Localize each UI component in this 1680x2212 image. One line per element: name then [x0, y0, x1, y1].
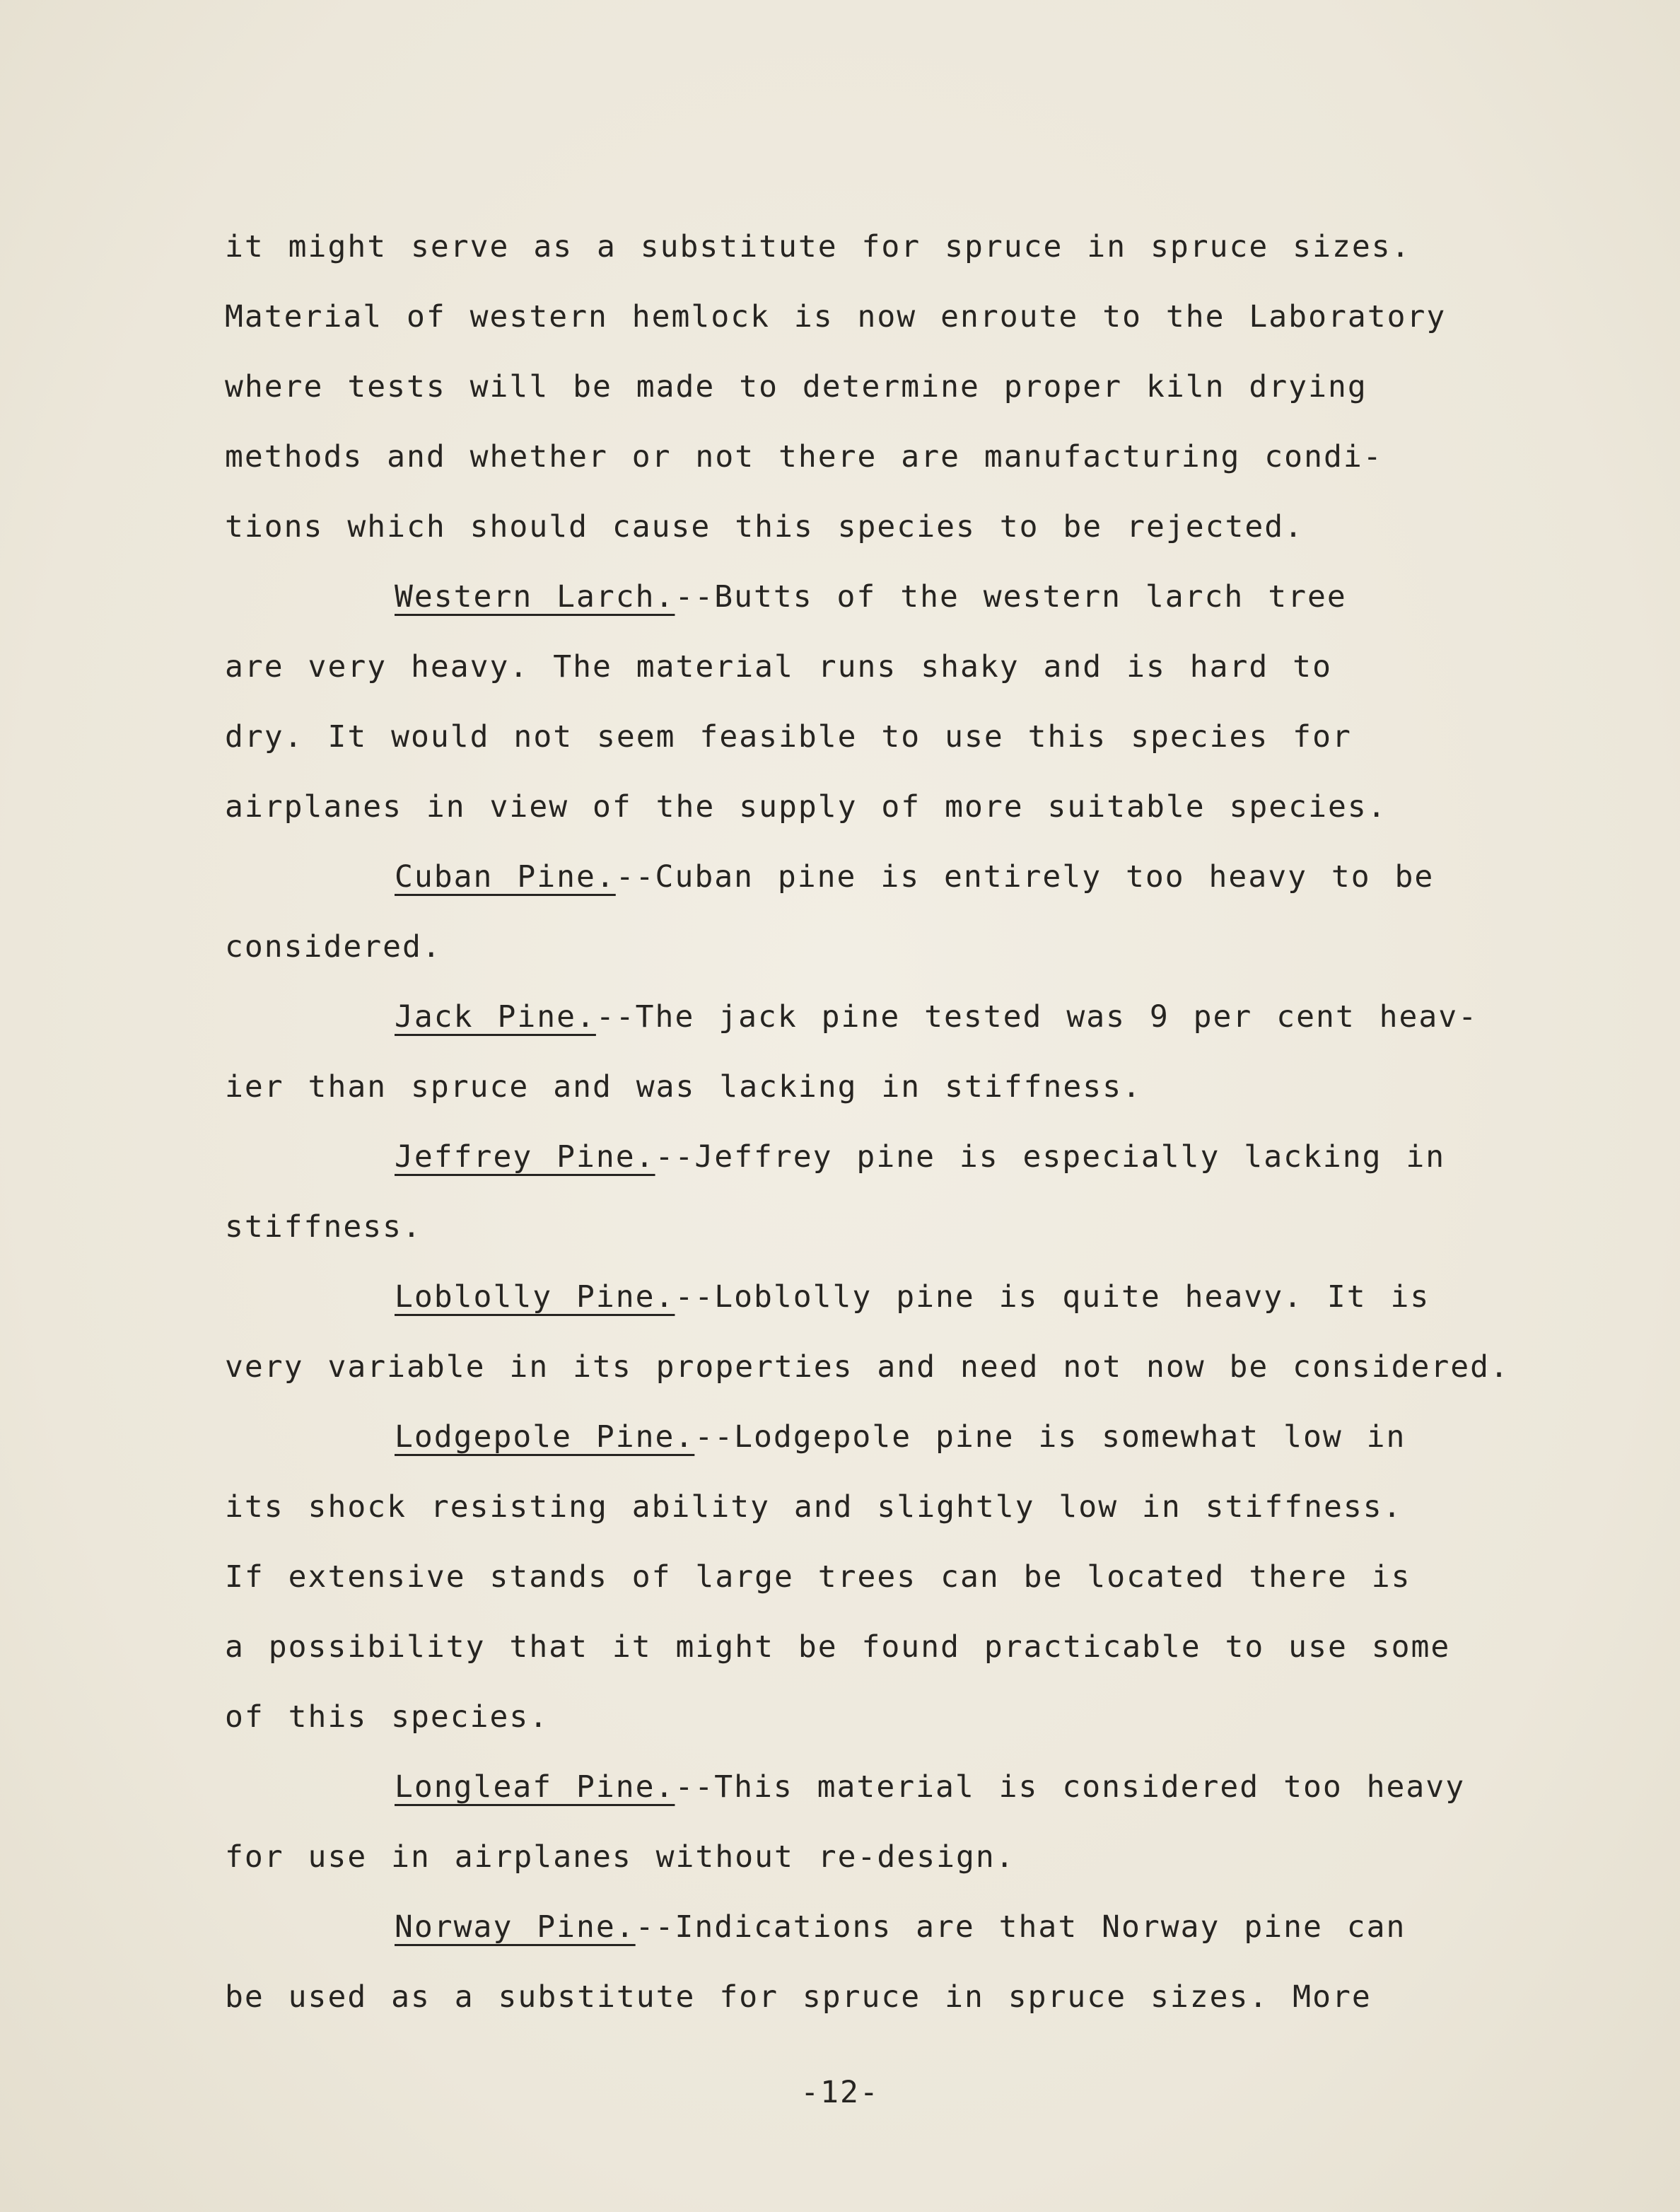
text-line: a possibility that it might be found practicable to use some: [225, 1629, 1451, 1665]
heading-jack-pine: Jack Pine.: [395, 999, 596, 1035]
text-run: --Jeffrey pine is especially lacking in: [655, 1139, 1446, 1175]
text-line: Material of western hemlock is now enroute to the Laboratory: [225, 299, 1447, 334]
text-line: of this species.: [225, 1699, 549, 1735]
text-line: are very heavy. The material runs shaky and is hard to: [225, 649, 1332, 685]
text-line: tions which should cause this species to be rejected.: [225, 509, 1305, 545]
text-line: considered.: [225, 929, 442, 965]
heading-western-larch: Western Larch.: [395, 579, 675, 615]
paragraph-longleaf-pine: [225, 1752, 1568, 1822]
heading-longleaf-pine: Longleaf Pine.: [395, 1769, 675, 1805]
heading-loblolly-pine: Loblolly Pine.: [395, 1279, 675, 1315]
body-text: [225, 212, 1568, 2032]
page-number: -12-: [800, 2075, 880, 2110]
paragraph-jack-pine: [225, 982, 1568, 1052]
text-line: methods and whether or not there are manufacturing condi-: [225, 439, 1383, 475]
text-run: --Cuban pine is entirely too heavy to be: [615, 859, 1435, 895]
text-line: where tests will be made to determine proper kiln drying: [225, 369, 1367, 404]
heading-cuban-pine: Cuban Pine.: [395, 859, 616, 895]
heading-lodgepole-pine: Lodgepole Pine.: [395, 1419, 695, 1455]
heading-jeffrey-pine: Jeffrey Pine.: [395, 1139, 655, 1175]
text-line: airplanes in view of the supply of more suitable species.: [225, 789, 1387, 825]
paragraph-loblolly-pine: [225, 1262, 1568, 1332]
text-line: very variable in its properties and need not now be considered.: [225, 1349, 1510, 1385]
text-run: --Butts of the western larch tree: [675, 579, 1347, 615]
paragraph-cuban-pine: [225, 842, 1568, 912]
text-line: dry. It would not seem feasible to use this species for: [225, 719, 1352, 755]
paragraph-lodgepole-pine: [225, 1402, 1568, 1472]
text-run: --Lodgepole pine is somewhat low in: [694, 1419, 1406, 1455]
paragraph-norway-pine: [225, 1892, 1568, 1962]
text-line: be used as a substitute for spruce in spruce sizes. More: [225, 1979, 1372, 2015]
text-run: --This material is considered too heavy: [675, 1769, 1466, 1805]
text-run: --The jack pine tested was 9 per cent heav-: [595, 999, 1478, 1035]
paragraph-western-larch: [225, 562, 1568, 632]
text-line: If extensive stands of large trees can be located there is: [225, 1559, 1411, 1595]
text-run: --Loblolly pine is quite heavy. It is: [675, 1279, 1430, 1315]
text-line: it might serve as a substitute for spruce in spruce sizes.: [225, 229, 1411, 264]
text-line: stiffness.: [225, 1209, 422, 1245]
text-line: ier than spruce and was lacking in stiffness.: [225, 1069, 1142, 1105]
text-line: its shock resisting ability and slightly low in stiffness.: [225, 1489, 1403, 1525]
text-run: --Indications are that Norway pine can: [635, 1909, 1406, 1945]
text-line: for use in airplanes without re-design.: [225, 1839, 1015, 1875]
heading-norway-pine: Norway Pine.: [395, 1909, 636, 1945]
paragraph-jeffrey-pine: [225, 1122, 1568, 1192]
